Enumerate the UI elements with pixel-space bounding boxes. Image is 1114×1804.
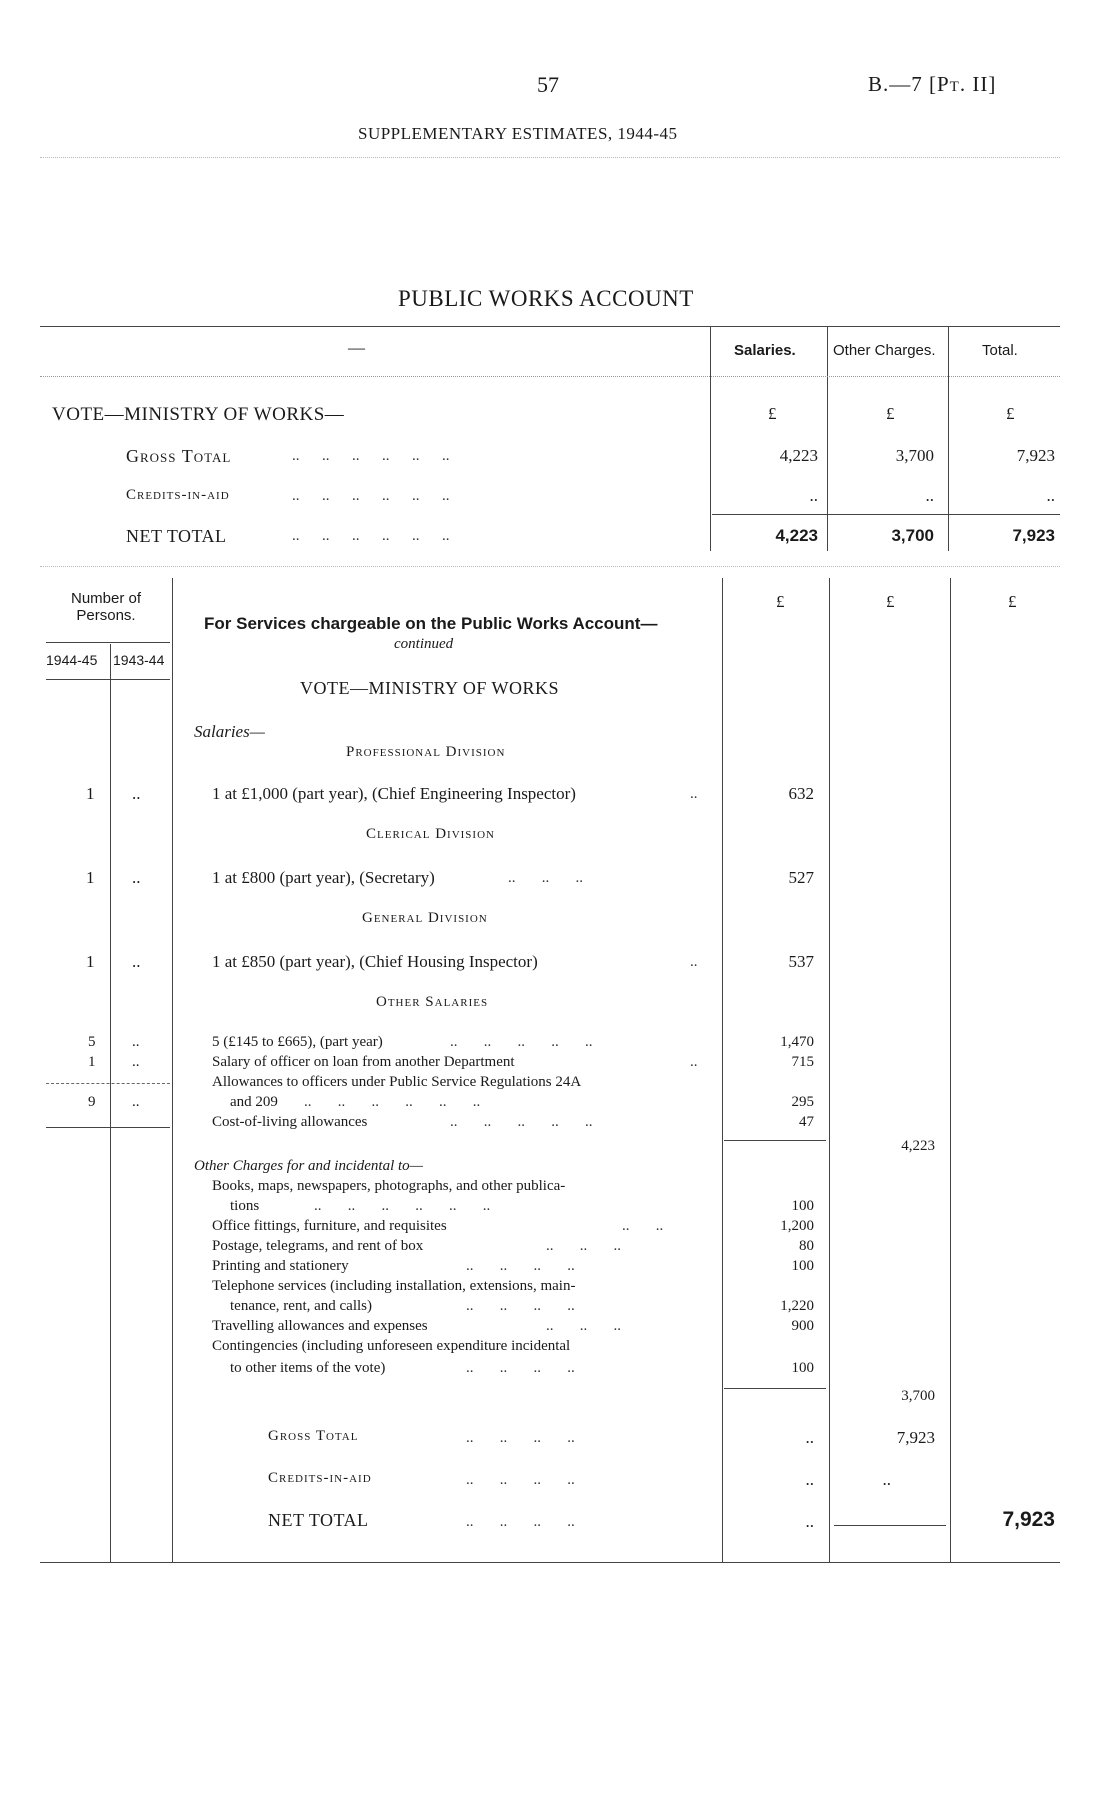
line-item: Allowances to officers under Public Service Regulations 24A [212, 1074, 582, 1090]
line-item: Salary of officer on loan from another Department [212, 1054, 515, 1070]
line-amount: 100 [791, 1258, 814, 1274]
line-amount: 1,470 [780, 1034, 814, 1050]
division-title: Other Salaries [376, 994, 489, 1010]
persons-header-rule [46, 642, 170, 643]
leader-dots: .. .. .. .. .. .. [292, 528, 450, 544]
persons-col-sep [110, 644, 111, 1562]
summary-header-salaries: Salaries. [734, 342, 796, 359]
totals-c1: .. [805, 1512, 814, 1531]
totals-c2: .. [882, 1470, 891, 1489]
leader-dots: .. .. .. [546, 1238, 621, 1254]
summary-header-rule [40, 376, 1060, 377]
summary-value: 4,223 [779, 446, 818, 465]
year-col-1944: 1944-45 [46, 652, 98, 668]
leader-dots: .. .. .. [546, 1318, 621, 1334]
line-item: Books, maps, newspapers, photographs, and other publica- [212, 1178, 566, 1194]
persons-1944: 1 [86, 952, 95, 971]
leader-dots: .. .. .. .. .. [450, 1114, 593, 1130]
line-item: tenance, rent, and calls) [230, 1298, 373, 1314]
leader-dots: .. [690, 954, 698, 970]
services-heading-continued: continued [394, 636, 454, 652]
persons-1944: 1 [88, 1054, 96, 1070]
totals-c2: 7,923 [896, 1428, 935, 1447]
persons-1944: 5 [88, 1034, 96, 1050]
line-amount: 295 [791, 1094, 814, 1110]
summary-value: .. [925, 486, 934, 505]
line-amount: 527 [788, 868, 814, 887]
line-item: Contingencies (including unforeseen expenditure incidental [212, 1338, 571, 1354]
division-title: Professional Division [346, 744, 506, 760]
salaries-subtotal: 4,223 [901, 1138, 935, 1154]
other-charges-label: Other Charges for and incidental to— [194, 1158, 424, 1174]
other-charges-subtotal: 3,700 [901, 1388, 935, 1404]
leader-dots: .. [690, 786, 698, 802]
summary-col-sep-1 [710, 326, 711, 551]
summary-row-label: NET TOTAL [126, 526, 227, 546]
line-item: 1 at £850 (part year), (Chief Housing Inspector) [212, 952, 538, 971]
line-item: 1 at £1,000 (part year), (Chief Engineering Inspector) [212, 784, 576, 803]
line-item: Printing and stationery [212, 1258, 349, 1274]
summary-header-other-charges: Other Charges. [833, 342, 936, 359]
persons-rule [46, 1127, 170, 1128]
persons-1943: .. [132, 1094, 140, 1110]
subtotal-col-sep [829, 578, 830, 1562]
leader-dots: .. .. .. .. [466, 1258, 575, 1274]
summary-stub-dash: — [348, 338, 365, 357]
line-item: 5 (£145 to £665), (part year) [212, 1034, 383, 1050]
line-amount: 1,220 [780, 1298, 814, 1314]
leader-dots: .. .. .. .. .. .. [292, 488, 450, 504]
line-amount: 47 [799, 1114, 814, 1130]
persons-1944: 9 [88, 1094, 96, 1110]
persons-1943: .. [132, 868, 141, 887]
header-rule [40, 157, 1060, 158]
summary-col-sep-2 [827, 326, 828, 551]
summary-value: 4,223 [775, 526, 818, 545]
persons-col-right [172, 578, 173, 1562]
line-item: Telephone services (including installation, extensions, main- [212, 1278, 576, 1294]
summary-value: 3,700 [895, 446, 934, 465]
salaries-subtotal-rule [724, 1140, 826, 1141]
summary-row-label: Gross Total [126, 446, 232, 466]
line-item: Postage, telegrams, and rent of box [212, 1238, 424, 1254]
document-reference: B.—7 [Pt. II] [868, 72, 997, 96]
detail-currency-2: £ [886, 592, 895, 611]
summary-bottom-rule [40, 566, 1060, 567]
persons-1943: .. [132, 1054, 140, 1070]
leader-dots: .. .. .. .. [466, 1514, 575, 1530]
summary-value: 7,923 [1012, 526, 1055, 545]
leader-dots: .. .. .. .. [466, 1360, 575, 1376]
leader-dots: .. .. .. .. .. .. [304, 1094, 481, 1110]
persons-1944: 1 [86, 868, 95, 887]
persons-1944: 1 [86, 784, 95, 803]
line-item: tions [230, 1198, 260, 1214]
leader-dots: .. .. .. .. .. .. [292, 448, 450, 464]
running-title: SUPPLEMENTARY ESTIMATES, 1944-45 [358, 124, 678, 143]
line-amount: 537 [788, 952, 814, 971]
summary-credits-rule [712, 514, 1060, 515]
net-total-rule [834, 1525, 946, 1526]
totals-c1: .. [805, 1470, 814, 1489]
summary-value: .. [809, 486, 818, 505]
page-number: 57 [537, 72, 559, 97]
line-amount: 80 [799, 1238, 814, 1254]
leader-dots: .. .. .. [508, 870, 583, 886]
totals-label: Credits-in-aid [268, 1470, 372, 1486]
line-amount: 715 [791, 1054, 814, 1070]
persons-rule [46, 1083, 170, 1084]
totals-c1: .. [805, 1428, 814, 1447]
leader-dots: .. .. [622, 1218, 664, 1234]
leader-dots: .. .. .. .. [466, 1298, 575, 1314]
line-item: to other items of the vote) [230, 1360, 386, 1376]
division-title: Clerical Division [366, 826, 495, 842]
summary-header-total: Total. [982, 342, 1018, 359]
total-col-sep [950, 578, 951, 1562]
summary-row-label: Credits-in-aid [126, 487, 230, 503]
leader-dots: .. .. .. .. [466, 1472, 575, 1488]
year-cols-rule [46, 679, 170, 680]
detail-currency-3: £ [1008, 592, 1017, 611]
leader-dots: .. .. .. .. [466, 1430, 575, 1446]
summary-currency-other: £ [886, 404, 895, 423]
detail-bottom-rule [40, 1562, 1060, 1563]
summary-currency-salaries: £ [768, 404, 777, 423]
persons-1943: .. [132, 952, 141, 971]
line-amount: 900 [791, 1318, 814, 1334]
summary-value: 7,923 [1016, 446, 1055, 465]
services-heading: For Services chargeable on the Public Works Account— [204, 614, 658, 633]
other-charges-subtotal-rule [724, 1388, 826, 1389]
persons-1943: .. [132, 784, 141, 803]
detail-currency-1: £ [776, 592, 785, 611]
summary-col-sep-3 [948, 326, 949, 551]
section-title: PUBLIC WORKS ACCOUNT [398, 286, 694, 311]
grand-net-total: 7,923 [1002, 1508, 1055, 1531]
line-amount: 632 [788, 784, 814, 803]
totals-label: Gross Total [268, 1428, 359, 1444]
leader-dots: .. .. .. .. .. .. [314, 1198, 491, 1214]
line-amount: 100 [791, 1198, 814, 1214]
line-item: Office fittings, furniture, and requisites [212, 1218, 447, 1234]
leader-dots: .. [690, 1054, 698, 1070]
line-amount: 100 [791, 1360, 814, 1376]
persons-header: Number of Persons. [70, 590, 142, 624]
line-item: Cost-of-living allowances [212, 1114, 368, 1130]
persons-1943: .. [132, 1034, 140, 1050]
summary-currency-total: £ [1006, 404, 1015, 423]
summary-vote-label: VOTE—MINISTRY OF WORKS— [52, 404, 345, 425]
totals-label: NET TOTAL [268, 1510, 369, 1530]
leader-dots: .. .. .. .. .. [450, 1034, 593, 1050]
summary-value: .. [1046, 486, 1055, 505]
division-title: General Division [362, 910, 488, 926]
year-col-1943: 1943-44 [113, 652, 165, 668]
line-item: and 209 [230, 1094, 278, 1110]
summary-top-rule [40, 326, 1060, 327]
line-item: 1 at £800 (part year), (Secretary) [212, 868, 435, 887]
line-item: Travelling allowances and expenses [212, 1318, 428, 1334]
line-amount: 1,200 [780, 1218, 814, 1234]
salaries-label: Salaries— [194, 722, 265, 741]
summary-value: 3,700 [891, 526, 934, 545]
detail-vote-title: VOTE—MINISTRY OF WORKS [300, 678, 560, 698]
